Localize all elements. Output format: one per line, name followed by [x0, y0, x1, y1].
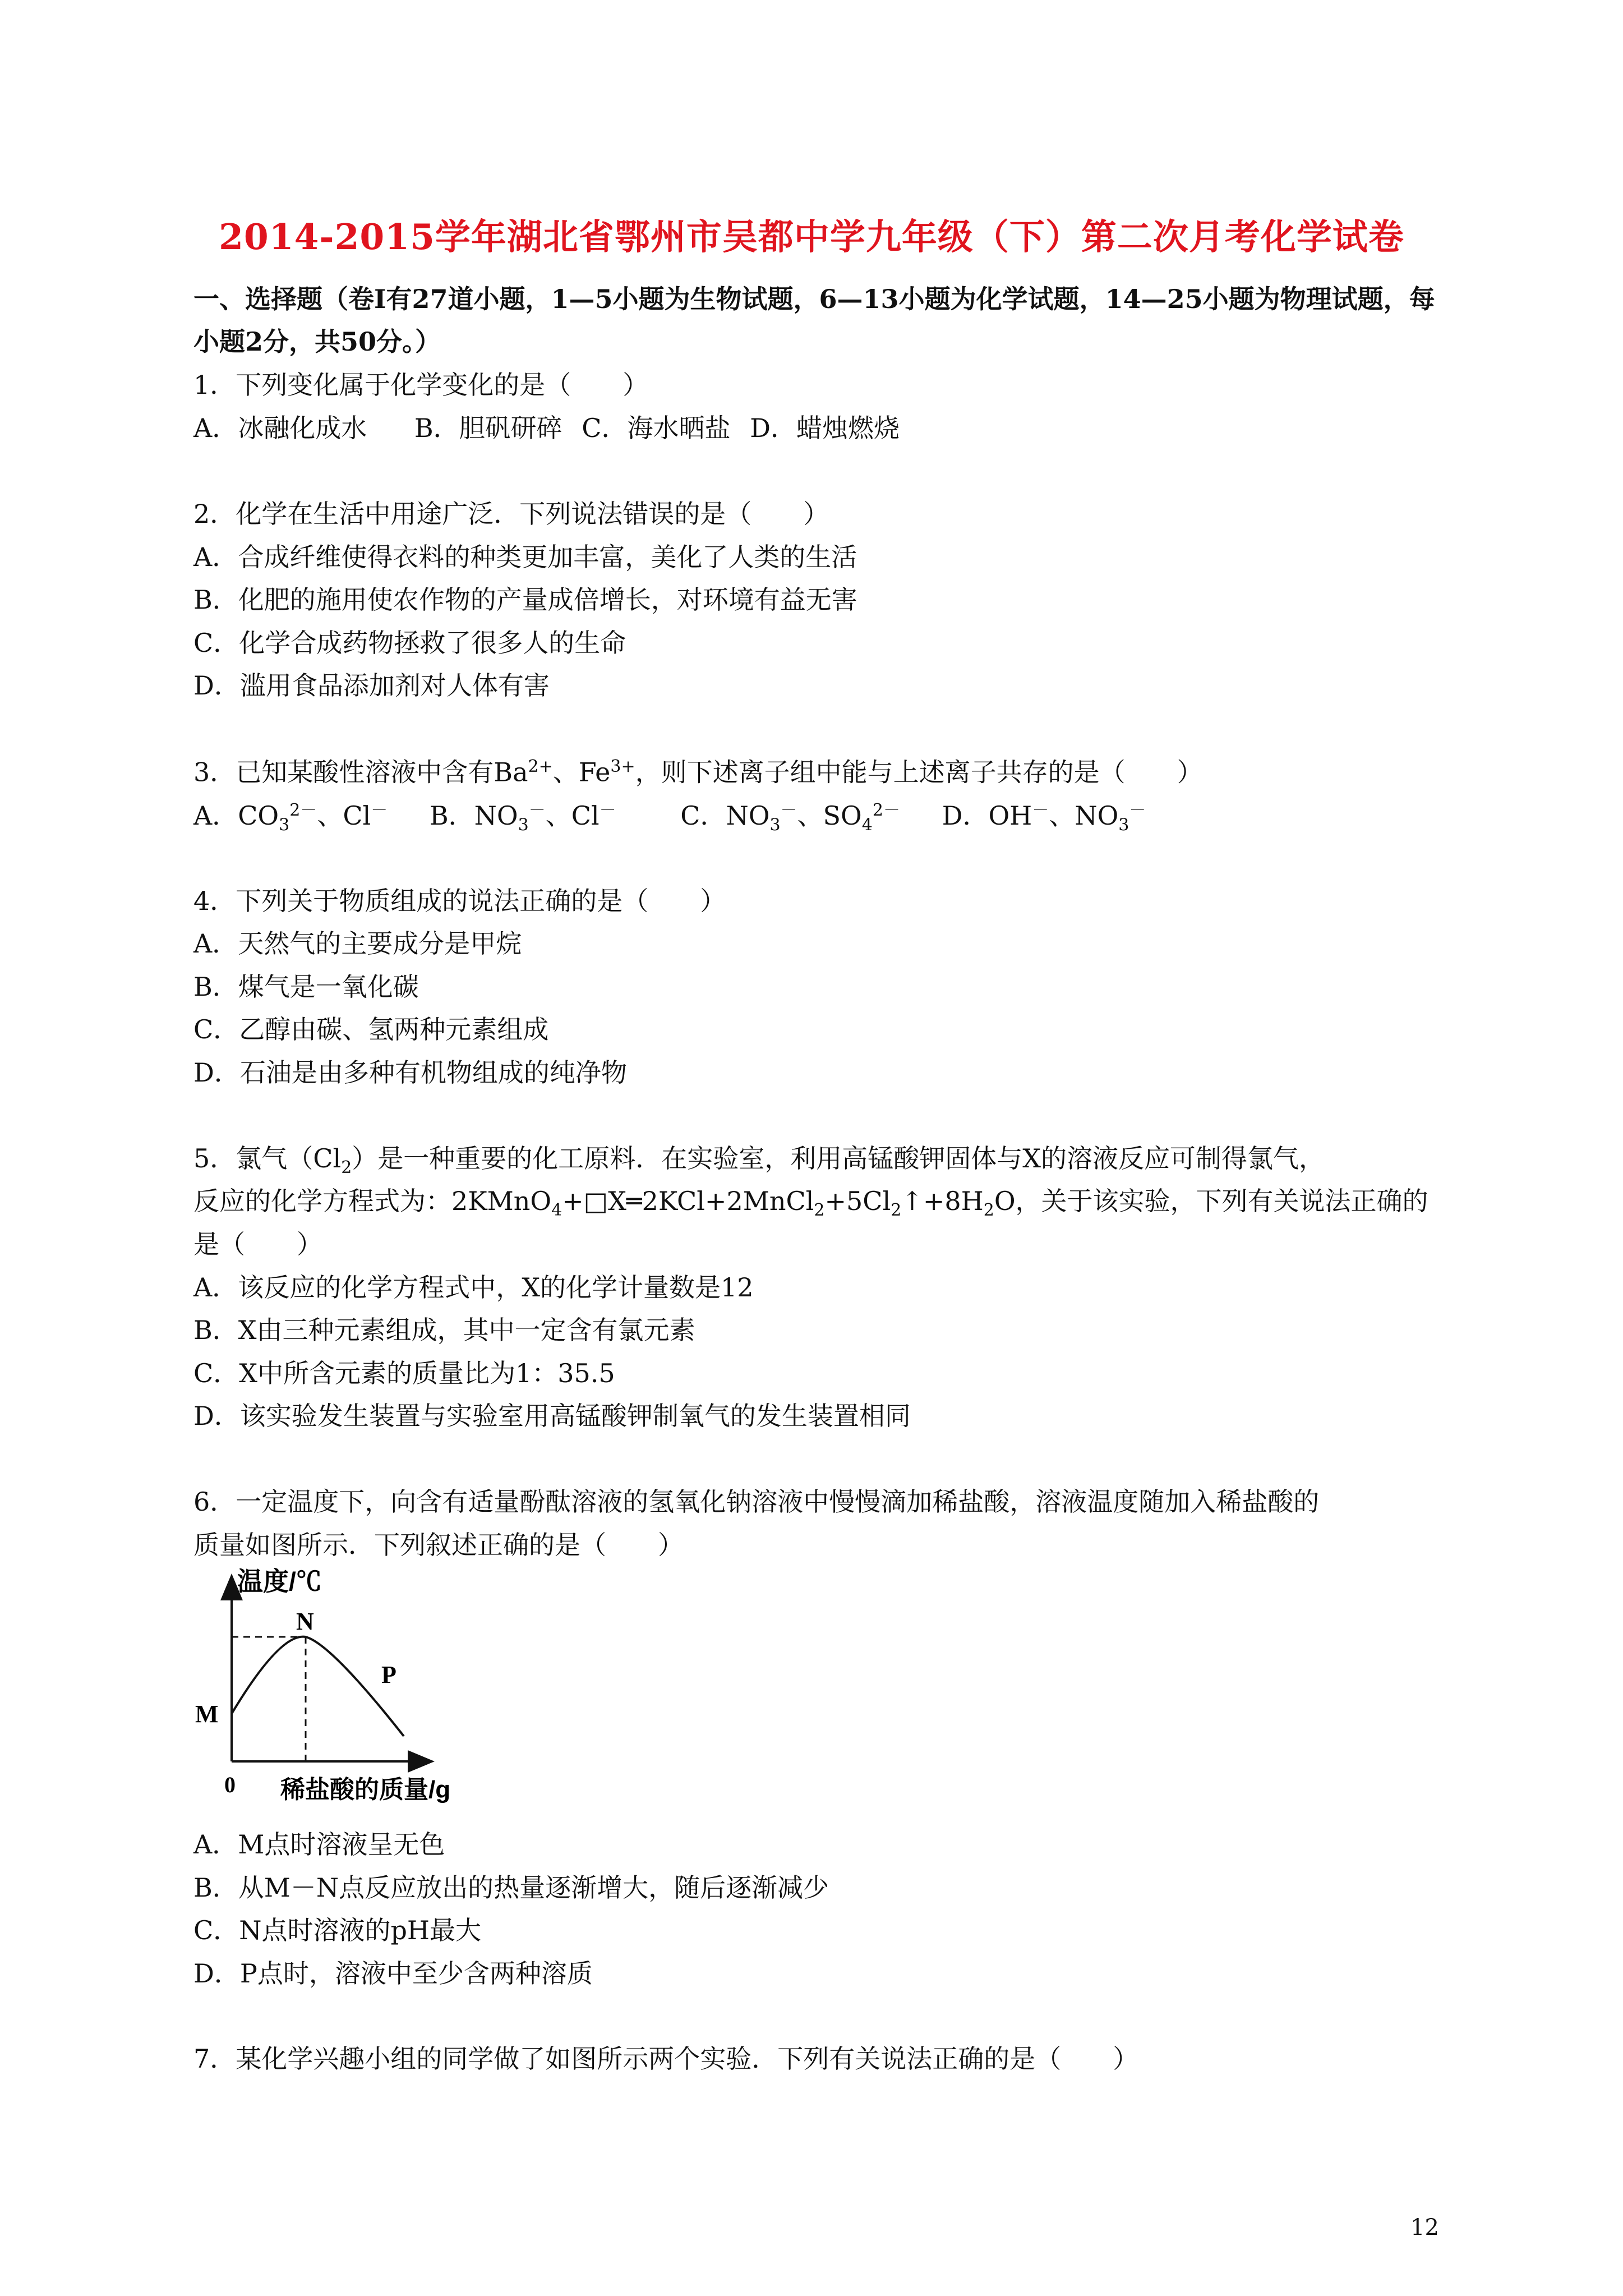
- temperature-curve: [232, 1637, 404, 1736]
- origin-label: 0: [224, 1772, 236, 1797]
- option-b: B．胆矾研碎: [414, 413, 562, 443]
- stem-text: 3．已知某酸性溶液中含有Ba: [193, 757, 528, 788]
- option-b: B．从M－N点反应放出的热量逐渐增大，随后逐渐减少: [193, 1872, 829, 1903]
- option-c: C．X中所含元素的质量比为1：35.5: [193, 1358, 615, 1388]
- option-b: B．化肥的施用使农作物的产量成倍增长，对环境有益无害: [193, 585, 857, 615]
- y-axis-label: 温度/℃: [237, 1567, 322, 1596]
- charge: 2+: [528, 757, 553, 776]
- point-n-label: N: [296, 1608, 314, 1635]
- x-axis-label: 稀盐酸的质量/g: [280, 1776, 451, 1803]
- page-title: 2014-2015学年湖北省鄂州市吴都中学九年级（下）第二次月考化学试卷: [219, 216, 1404, 257]
- question-5-line-2: 反应的化学方程式为：$2KMnO_4+□X═2KCl+2MnCl_2+5Cl_2↑+8H_2O$，关于该实验，下列有关说法正确的: [193, 1186, 1428, 1221]
- question-7-stem: 7．某化学兴趣小组的同学做了如图所示两个实验．下列有关说法正确的是（ ）: [193, 2044, 1139, 2074]
- charge: 3+: [610, 757, 635, 776]
- question-3-options: [193, 802, 1146, 834]
- option-d: D．滥用食品添加剂对人体有害: [193, 670, 550, 701]
- option-d: D．该实验发生装置与实验室用高锰酸钾制氧气的发生装置相同: [193, 1401, 911, 1431]
- option-a: A．合成纤维使得衣料的种类更加丰富，美化了人类的生活: [193, 542, 857, 572]
- option-a: A．M点时溶液呈无色: [193, 1829, 445, 1860]
- option-b: B．X由三种元素组成，其中一定含有氯元素: [193, 1315, 695, 1345]
- point-m-label: M: [195, 1700, 219, 1728]
- option-c: C．$NO_3^-$、$SO_4^{2-}$: [680, 800, 900, 835]
- option-a: A．该反应的化学方程式中，X的化学计量数是12: [193, 1272, 754, 1303]
- stem-text: ，则下述离子组中能与上述离子共存的是（ ）: [635, 757, 1203, 788]
- option-b: B．$NO_3^-$、Cl－: [429, 800, 616, 835]
- option-d: D．P点时，溶液中至少含两种溶质: [193, 1958, 593, 1989]
- section-heading: 一、选择题（卷Ⅰ有27道小题，1—5小题为生物试题，6—13小题为化学试题，14—25小题为物理试题，每小题2分，共50分。）: [193, 284, 1435, 357]
- option-a: A．冰融化成水: [193, 413, 367, 443]
- question-3-stem: [193, 757, 1203, 788]
- option-b: B．煤气是一氧化碳: [193, 972, 419, 1002]
- option-d: D．蜡烛燃烧: [750, 413, 900, 443]
- option-d: D．石油是由多种有机物组成的纯净物: [193, 1057, 627, 1088]
- page-number: 12: [1410, 2215, 1439, 2240]
- option-d: D．OH－、$NO_3^-$: [942, 800, 1146, 835]
- point-p-label: P: [381, 1661, 396, 1688]
- option-a: A．天然气的主要成分是甲烷: [193, 928, 522, 959]
- question-1-stem: 1．下列变化属于化学变化的是（ ）: [193, 370, 649, 400]
- option-c: C．乙醇由碳、氢两种元素组成: [193, 1014, 549, 1045]
- option-c: C．N点时溶液的pH最大: [193, 1915, 482, 1945]
- option-a: A．$CO_3^{2-}$、Cl－: [193, 800, 388, 835]
- question-5-line-3: 是（ ）: [193, 1229, 322, 1259]
- question-1-options: [193, 415, 900, 441]
- option-c: C．海水晒盐: [582, 413, 731, 443]
- question-2-stem: 2．化学在生活中用途广泛．下列说法错误的是（ ）: [193, 499, 829, 529]
- question-6-line-1: 6．一定温度下，向含有适量酚酞溶液的氢氧化钠溶液中慢慢滴加稀盐酸，溶液温度随加入稀盐酸的: [193, 1487, 1320, 1517]
- temperature-graph: [185, 1565, 488, 1823]
- question-4-stem: 4．下列关于物质组成的说法正确的是（ ）: [193, 886, 726, 916]
- question-5-line-1: 5．氯气$(Cl_2)$是一种重要的化工原料．在实验室，利用高锰酸钾固体与X的溶液反应可制得氯气，: [193, 1143, 1325, 1178]
- option-c: C．化学合成药物拯救了很多人的生命: [193, 628, 626, 658]
- question-6-line-2: 质量如图所示．下列叙述正确的是（ ）: [193, 1530, 684, 1560]
- stem-text: 、Fe: [552, 757, 611, 788]
